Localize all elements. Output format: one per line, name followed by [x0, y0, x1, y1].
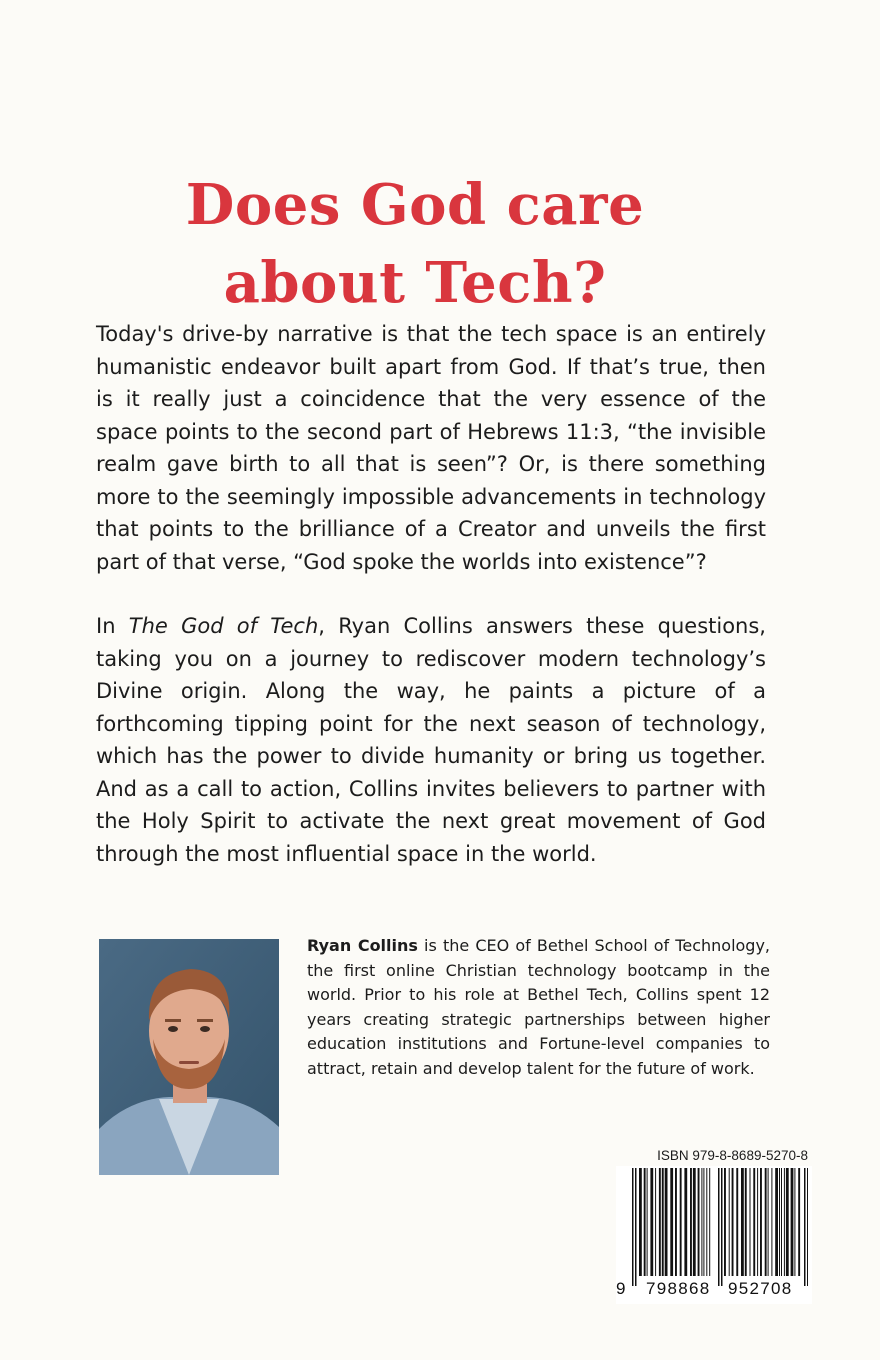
barcode-bar	[662, 1168, 664, 1276]
barcode-bar	[684, 1168, 687, 1276]
barcode-bar	[760, 1168, 762, 1276]
barcode-bar	[794, 1168, 795, 1276]
barcode-bar	[741, 1168, 744, 1276]
barcode-bar	[786, 1168, 789, 1276]
paragraph-lead: In	[96, 614, 129, 638]
barcode-bar	[757, 1168, 758, 1276]
barcode-bar	[753, 1168, 755, 1276]
description-paragraph-1: Today's drive-by narrative is that the tech space is an entirely humanistic endeavor built apart from God. If that’s true, then is it really just a coincidence that the very essence of the space points to the second part of Hebrews 11:3, “the invisible realm gave birth to all that is seen”? Or, is there something more to the seemingly impossible advancements in technology that points to the brilliance of a Creator and unveils the first part of that verse, “God spoke the worlds into existence”?	[96, 322, 766, 574]
barcode-bar	[690, 1168, 692, 1276]
barcode-bars	[630, 1168, 808, 1286]
barcode-bar	[698, 1168, 700, 1276]
headline-line-1: Does God care	[185, 171, 645, 238]
paragraph-rest: , Ryan Collins answers these questions, taking you on a journey to rediscover modern technology’s Divine origin. Along the way, he paints a picture of a forthcoming tipping point for the next season of technology, which has the power to divide humanity or bring us together. And as a call to action, Collins invites believers to partner with the Holy Spirit to activate the next great movement of God through the most influential space in the world.	[96, 614, 766, 866]
barcode-bar	[768, 1168, 769, 1276]
book-title-italic: The God of Tech	[128, 614, 319, 638]
barcode-bar	[665, 1168, 668, 1276]
isbn-label: ISBN 979-8-8689-5270-8	[657, 1148, 808, 1163]
barcode-bar	[807, 1168, 808, 1286]
barcode-bar	[675, 1168, 677, 1276]
description-paragraph-2	[96, 610, 766, 870]
author-bio	[307, 934, 770, 1081]
barcode-bar	[745, 1168, 747, 1276]
barcode-bar	[655, 1168, 656, 1276]
barcode-bar	[732, 1168, 734, 1276]
barcode-bar	[804, 1168, 806, 1286]
barcode-bar	[736, 1168, 738, 1276]
barcode-bar	[718, 1168, 720, 1286]
barcode-first-digit: 9	[616, 1279, 626, 1298]
barcode-bar	[779, 1168, 780, 1276]
barcode-right-group: 952708	[728, 1279, 793, 1298]
barcode-bar	[635, 1168, 637, 1286]
barcode-bar	[729, 1168, 730, 1276]
barcode-bar	[798, 1168, 800, 1276]
barcode	[616, 1166, 812, 1304]
barcode-digits	[616, 1276, 812, 1302]
barcode-bar	[632, 1168, 634, 1286]
barcode-left-group: 798868	[646, 1279, 711, 1298]
barcode-bar	[644, 1168, 646, 1276]
barcode-bar	[775, 1168, 778, 1276]
book-headline	[0, 166, 830, 322]
barcode-bar	[709, 1168, 710, 1276]
author-photo	[99, 939, 279, 1175]
barcode-bar	[647, 1168, 648, 1276]
barcode-bar	[703, 1168, 704, 1276]
barcode-bar	[765, 1168, 767, 1276]
barcode-bar	[639, 1168, 642, 1276]
barcode-bar	[781, 1168, 782, 1276]
barcode-bar	[771, 1168, 772, 1276]
author-bio-text: is the CEO of Bethel School of Technology, the first online Christian technology bootcamp in the world. Prior to his role at Bethel Tech, Collins spent 12 years creating strategic partnerships between higher education institutions and Fortune-level companies to attract, retain and develop talent for the future of work.	[307, 936, 771, 1078]
headline-line-2: about Tech?	[223, 249, 607, 316]
barcode-bar	[659, 1168, 661, 1276]
barcode-bar	[670, 1168, 673, 1276]
barcode-bar	[701, 1168, 702, 1276]
barcode-bar	[791, 1168, 794, 1276]
barcode-bar	[721, 1168, 723, 1286]
barcode-bar	[724, 1168, 726, 1276]
barcode-bar	[784, 1168, 785, 1276]
barcode-bar	[680, 1168, 682, 1276]
barcode-bar	[706, 1168, 707, 1276]
barcode-bar	[750, 1168, 751, 1276]
barcode-bar	[693, 1168, 696, 1276]
barcode-bar	[650, 1168, 653, 1276]
author-name: Ryan Collins	[307, 936, 418, 955]
